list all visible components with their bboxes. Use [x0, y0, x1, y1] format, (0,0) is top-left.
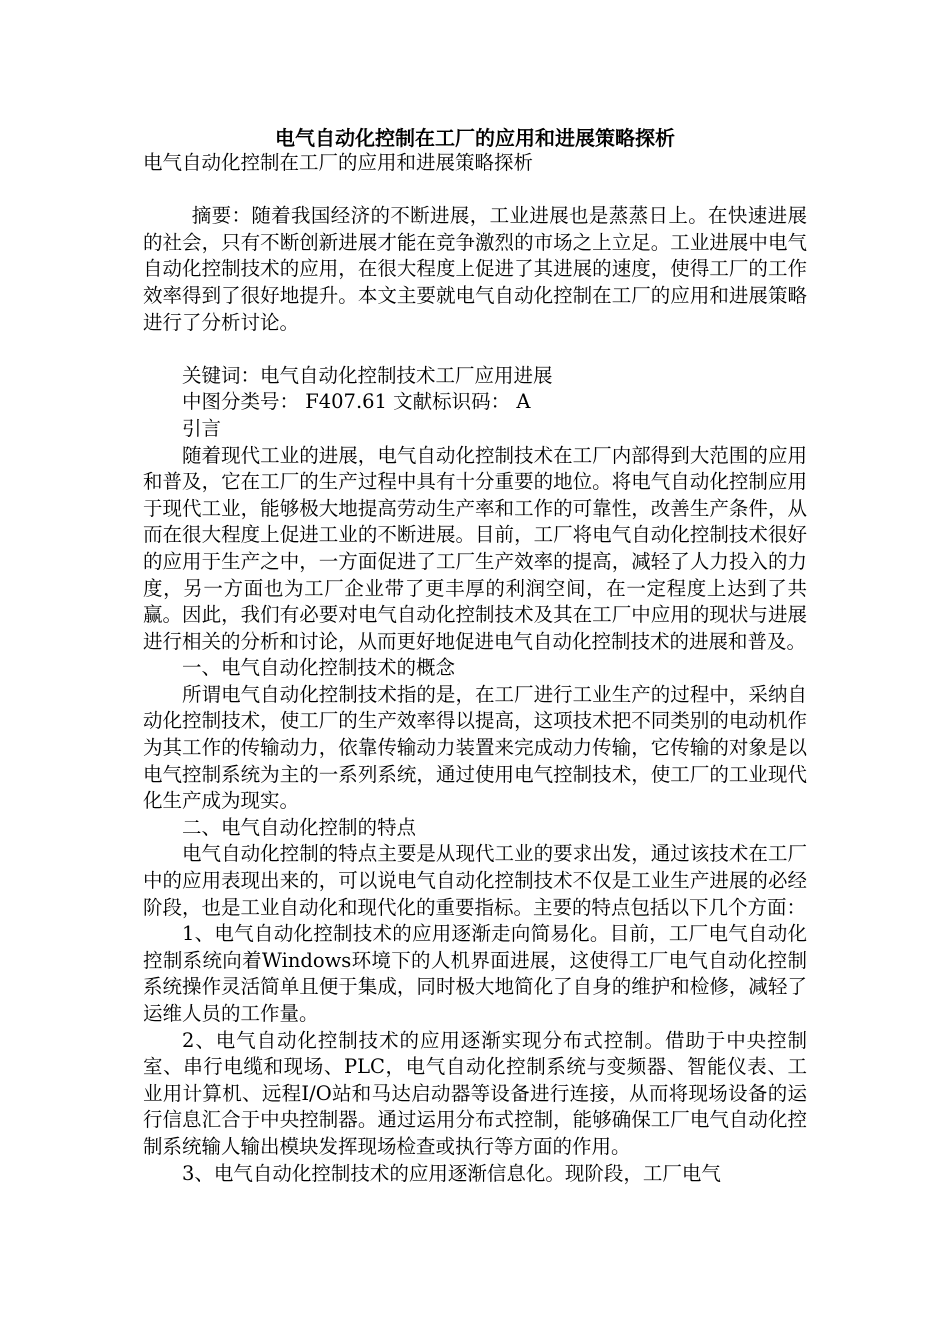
classification-line: 中图分类号： F407.61 文献标识码： A — [182, 390, 531, 414]
document-body — [143, 150, 807, 1187]
section1-heading: 一、电气自动化控制技术的概念 — [182, 656, 456, 680]
section2-paragraph: 电气自动化控制的特点主要是从现代工业的要求出发，通过该技术在工厂中的应用表现出来的，可以说电气自动化控制技术不仅是工业生产进展的必经阶段，也是工业自动化和现代化的重要指标。主要的特点包括以下几个方面： — [143, 842, 807, 919]
point2-paragraph: 2、电气自动化控制技术的应用逐渐实现分布式控制。借助于中央控制室、串行电缆和现场、PLC，电气自动化控制系统与变频器、智能仪表、工业用计算机、远程I/O站和马达启动器等设备进行连接，从而将现场设备的运行信息汇合于中央控制器。通过运用分布式控制，能够确保工厂电气自动化控制系统输人输出模块发挥现场检查或执行等方面的作用。 — [143, 1028, 807, 1158]
intro-paragraph: 随着现代工业的进展，电气自动化控制技术在工厂内部得到大范围的应用和普及，它在工厂的生产过程中具有十分重要的地位。将电气自动化控制应用于现代工业，能够极大地提高劳动生产率和工作的可靠性，改善生产条件，从而在很大程度上促进工业的不断进展。目前，工厂将电气自动化控制技术很好的应用于生产之中，一方面促进了工厂生产效率的提高，减轻了人力投入的力度，另一方面也为工厂企业带了更丰厚的利润空间，在一定程度上达到了共赢。因此，我们有必要对电气自动化控制技术及其在工厂中应用的现状与进展进行相关的分析和讨论，从而更好地促进电气自动化控制技术的进展和普及。 — [143, 443, 807, 653]
section2-heading: 二、电气自动化控制的特点 — [182, 815, 417, 839]
document-subtitle: 电气自动化控制在工厂的应用和进展策略探析 — [143, 151, 534, 174]
keywords-line: 关键词：电气自动化控制技术工厂应用进展 — [182, 363, 553, 387]
blank-line — [143, 177, 807, 204]
abstract-paragraph: 摘要：随着我国经济的不断进展，工业进展也是蒸蒸日上。在快速进展的社会，只有不断创新进展才能在竞争激烈的市场之上立足。工业进展中电气自动化控制技术的应用，在很大程度上促进了其进展的速度，使得工厂的工作效率得到了很好地提升。本文主要就电气自动化控制在工厂的应用和进展策略进行了分析讨论。 — [143, 204, 807, 334]
blank-line — [143, 336, 807, 363]
point3-paragraph: 3、电气自动化控制技术的应用逐渐信息化。现阶段，工厂电气 — [182, 1161, 721, 1185]
point1-paragraph: 1、电气自动化控制技术的应用逐渐走向简易化。目前，工厂电气自动化控制系统向着Windows环境下的人机界面进展，这使得工厂电气自动化控制系统操作灵活简单且便于集成，同时极大地简化了自身的维护和检修，减轻了运维人员的工作量。 — [143, 922, 807, 1025]
intro-heading: 引言 — [182, 416, 222, 440]
document-title: 电气自动化控制在工厂的应用和进展策略探析 — [275, 126, 675, 150]
section1-paragraph: 所谓电气自动化控制技术指的是，在工厂进行工业生产的过程中，采纳自动化控制技术，使工厂的生产效率得以提高，这项技术把不同类别的电动机作为其工作的传输动力，依靠传输动力装置来完成动力传输，它传输的对象是以电气控制系统为主的一系列系统，通过使用电气控制技术，使工厂的工业现代化生产成为现实。 — [143, 682, 807, 813]
